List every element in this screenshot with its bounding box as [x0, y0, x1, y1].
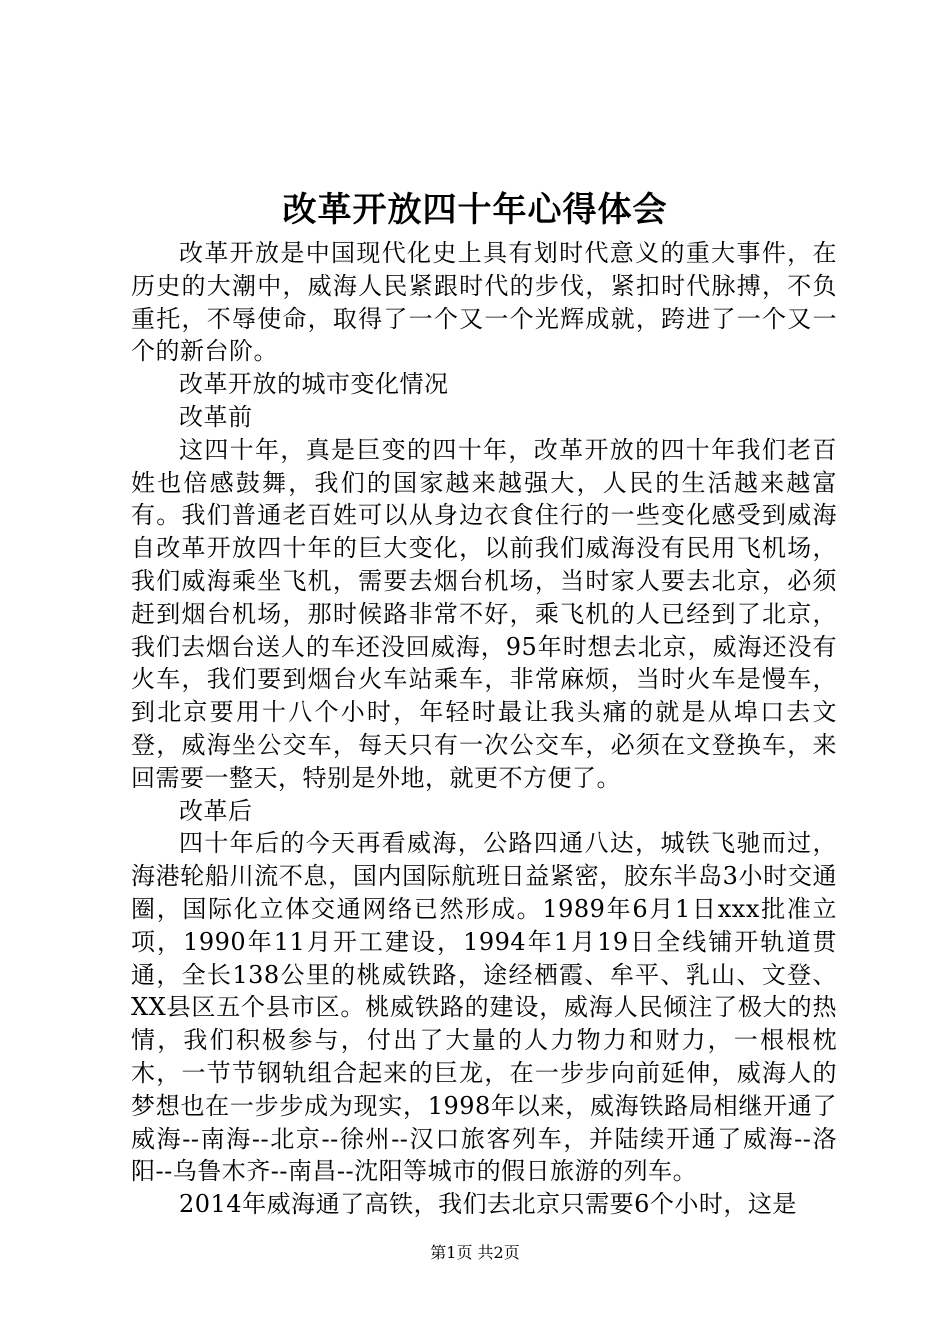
- subheading-before-reform: 改革前: [179, 402, 253, 431]
- high-speed-rail-paragraph: 2014年威海通了高铁，我们去北京只需要6个小时，这是: [179, 1190, 797, 1219]
- document-title: 改革开放四十年心得体会: [282, 190, 668, 230]
- document-body: [131, 237, 837, 1221]
- page-number-footer: 第1页 共2页: [430, 1243, 520, 1262]
- intro-paragraph: 改革开放是中国现代化史上具有划时代意义的重大事件，在历史的大潮中，威海人民紧跟时代的步伐，紧扣时代脉搏，不负重托，不辱使命，取得了一个又一个光辉成就，跨进了一个又一个的新台阶。: [131, 239, 837, 366]
- after-reform-paragraph: 四十年后的今天再看威海，公路四通八达，城铁飞驰而过，海港轮船川流不息，国内国际航班日益紧密，胶东半岛3小时交通圈，国际化立体交通网络已然形成。1989年6月1日xxx批准立项，1990年11月开工建设，1994年1月19日全线铺开轨道贯通，全长138公里的桃威铁路，途经栖霞、牟平、乳山、文登、XX县区五个县市区。桃威铁路的建设，威海人民倾注了极大的热情，我们积极参与，付出了大量的人力物力和财力，一根根枕木，一节节钢轨组合起来的巨龙，在一步步向前延伸，威海人的梦想也在一步步成为现实，1998年以来，威海铁路局相继开通了威海--南海--北京--徐州--汉口旅客列车，并陆续开通了威海--洛阳--乌鲁木齐--南昌--沈阳等城市的假日旅游的列车。: [131, 829, 837, 1186]
- before-reform-paragraph: 这四十年，真是巨变的四十年，改革开放的四十年我们老百姓也倍感鼓舞，我们的国家越来越强大，人民的生活越来越富有。我们普通老百姓可以从身边衣食住行的一些变化感受到威海自改革开放四十年的巨大变化，以前我们威海没有民用飞机场，我们威海乘坐飞机，需要去烟台机场，当时家人要去北京，必须赶到烟台机场，那时候路非常不好，乘飞机的人已经到了北京，我们去烟台送人的车还没回威海，95年时想去北京，威海还没有火车，我们要到烟台火车站乘车，非常麻烦，当时火车是慢车，到北京要用十八个小时，年轻时最让我头痛的就是从埠口去文登，威海坐公交车，每天只有一次公交车，必须在文登换车，来回需要一整天，特别是外地，就更不方便了。: [131, 435, 837, 792]
- subheading-after-reform: 改革后: [179, 796, 253, 825]
- section-heading-city-changes: 改革开放的城市变化情况: [179, 370, 449, 399]
